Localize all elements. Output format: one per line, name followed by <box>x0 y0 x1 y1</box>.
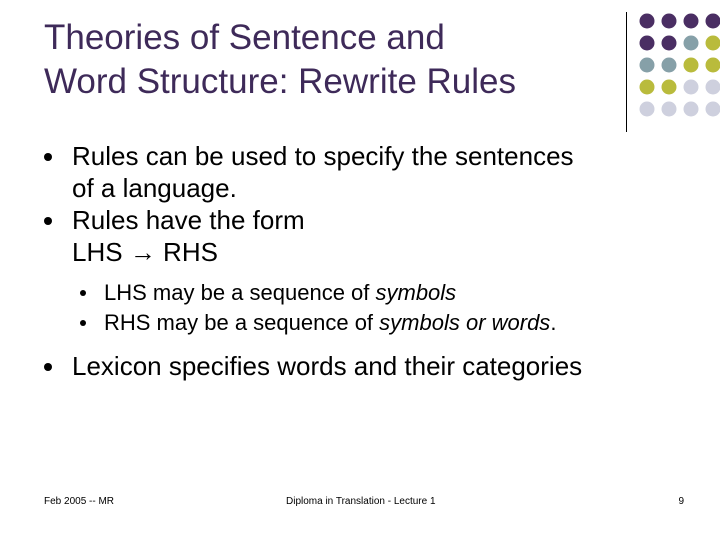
decor-dot <box>640 36 655 51</box>
bullet-list <box>44 140 704 382</box>
bullet-dot <box>44 217 52 225</box>
decor-dot <box>706 102 720 117</box>
decor-dot <box>662 80 677 95</box>
decor-dot <box>640 58 655 73</box>
footer-date: Feb 2005 -- MR <box>44 496 115 507</box>
title-line-1: Theories of Sentence and <box>44 18 445 57</box>
bullet-dot <box>44 153 52 161</box>
decor-dot <box>684 102 699 117</box>
decor-dot <box>684 14 699 29</box>
decor-dot <box>684 58 699 73</box>
bullet-1-line-1: Rules can be used to specify the sentences <box>72 141 574 171</box>
bullet-item-3 <box>44 350 704 382</box>
decor-dot <box>706 80 720 95</box>
decor-dot <box>662 14 677 29</box>
bullet-dot <box>44 363 52 371</box>
decor-dot <box>706 36 720 51</box>
sub-bullet-2-end: . <box>550 310 557 335</box>
decor-dot <box>662 36 677 51</box>
decor-dot <box>706 58 720 73</box>
footer-course: Diploma in Translation - Lecture 1 <box>286 496 436 507</box>
sub-bullet-2-italic: symbols or words <box>379 310 551 335</box>
decor-dot <box>640 102 655 117</box>
bullet-1-line-2: of a language. <box>72 173 237 203</box>
title-divider <box>626 12 627 132</box>
sub-bullet-1-italic: symbols <box>375 280 457 305</box>
bullet-item-2 <box>44 204 704 268</box>
decor-dot <box>706 14 720 29</box>
sub-bullet-2 <box>44 308 704 338</box>
title-line-2: Word Structure: Rewrite Rules <box>44 62 517 101</box>
lhs-label: LHS <box>72 237 123 267</box>
decor-dot <box>662 102 677 117</box>
sub-bullet-1-text: LHS may be a sequence of <box>104 280 376 305</box>
bullet-2-line-1: Rules have the form <box>72 205 305 235</box>
sub-bullet-dot <box>80 290 86 296</box>
bullet-item-1 <box>44 140 704 204</box>
decorative-dot-grid <box>638 12 720 124</box>
decor-dot <box>684 36 699 51</box>
decor-dot <box>662 58 677 73</box>
slide-title <box>44 16 624 104</box>
decor-dot <box>684 80 699 95</box>
rhs-label: RHS <box>163 237 218 267</box>
page-number: 9 <box>678 496 684 507</box>
right-arrow-icon: → <box>129 237 156 267</box>
bullet-3-text: Lexicon specifies words and their categories <box>72 351 583 381</box>
sub-bullet-2-text: RHS may be a sequence of <box>104 310 380 335</box>
sub-bullet-1 <box>44 278 704 308</box>
decor-dot <box>640 14 655 29</box>
sub-bullet-dot <box>80 320 86 326</box>
decor-dot <box>640 80 655 95</box>
